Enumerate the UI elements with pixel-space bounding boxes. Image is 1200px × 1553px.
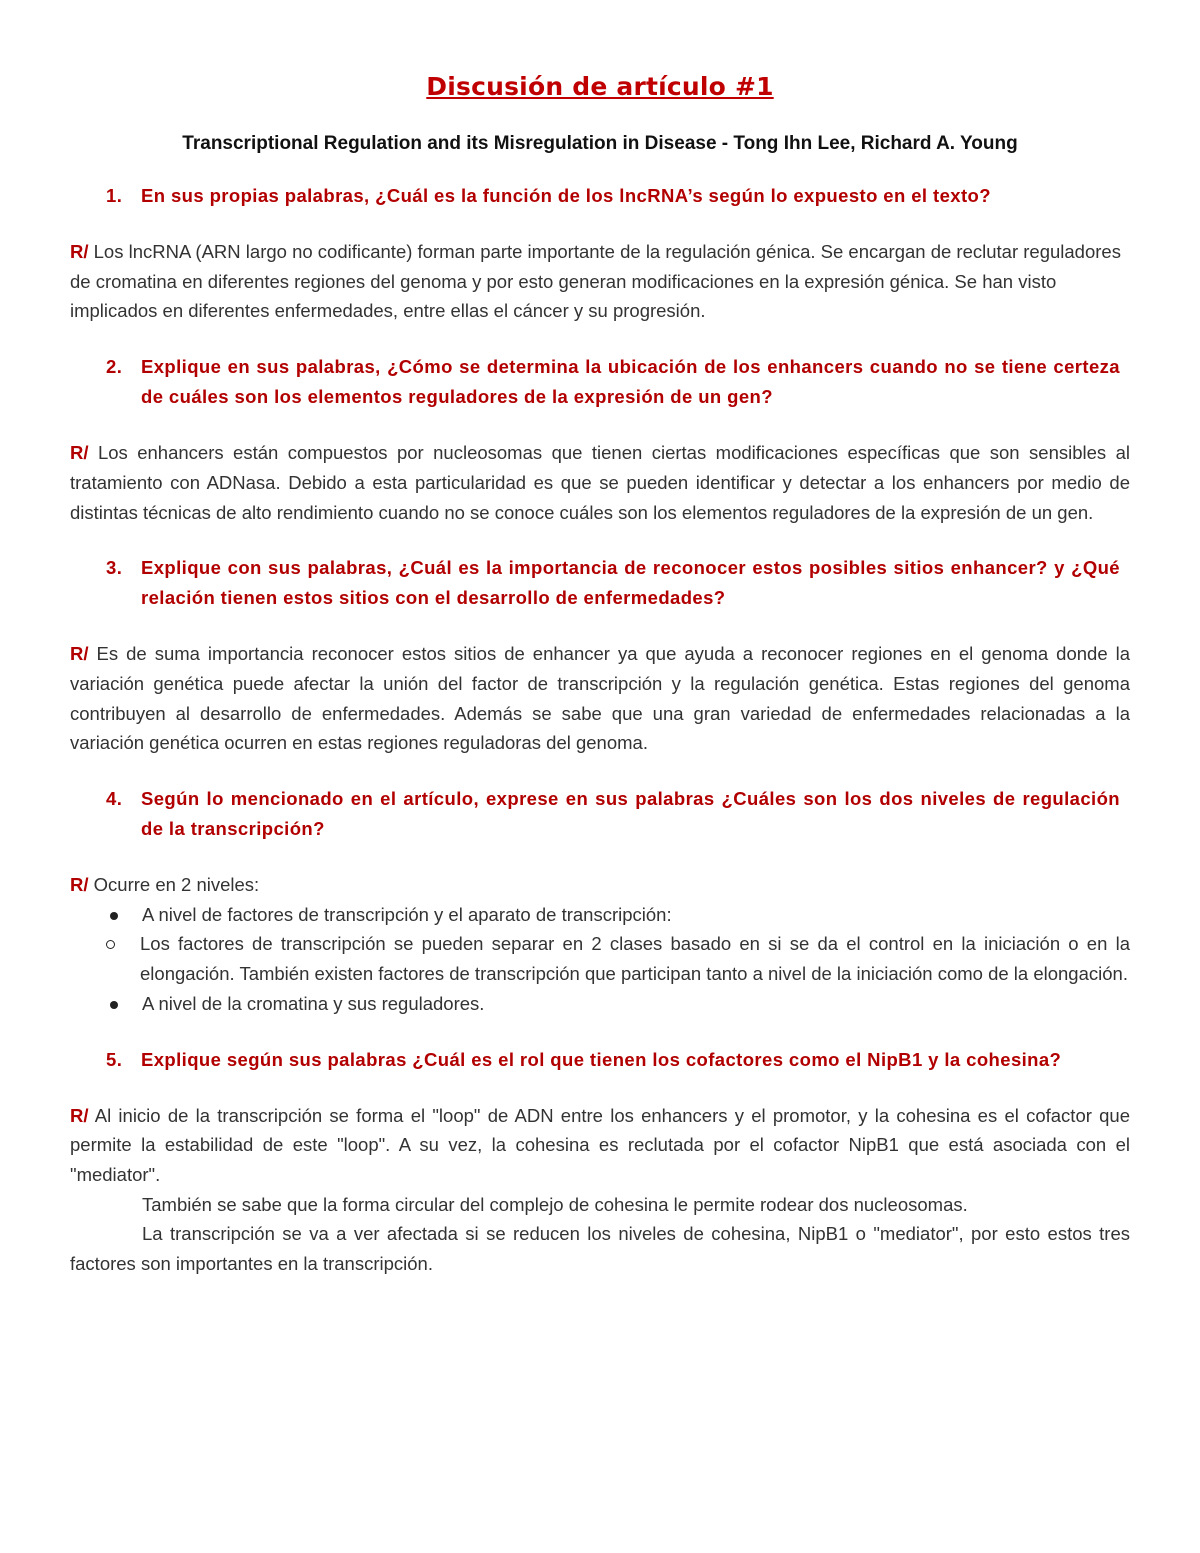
- question-number: 4.: [106, 788, 123, 810]
- answer-5: [70, 1101, 1130, 1279]
- bullet-item: [70, 900, 1130, 930]
- answer-marker: R/: [70, 442, 89, 464]
- question-1: [70, 181, 1130, 211]
- bullet-item: [70, 989, 1130, 1019]
- article-reference: Transcriptional Regulation and its Misregulation in Disease - Tong Ihn Lee, Richard A. Young: [182, 133, 1018, 154]
- bullet-text: A nivel de la cromatina y sus reguladores.: [142, 992, 485, 1014]
- question-text: Según lo mencionado en el artículo, exprese en sus palabras ¿Cuáles son los dos niveles de regulación de la transcripción?: [141, 788, 1120, 840]
- bullet-list: [70, 900, 1130, 1019]
- answer-text: Los enhancers están compuestos por nucleosomas que tienen ciertas modificaciones específicas que son sensibles al tratamiento con ADNasa. Debido a esta particularidad es que se pueden identificar y detectar a los enhancers por medio de distintas técnicas de alto rendimiento cuando no se conoce cuáles son los elementos reguladores de la expresión de un gen.: [70, 442, 1131, 523]
- answer-2: [70, 438, 1130, 527]
- sub-bullet-list: [70, 929, 1130, 988]
- answer-marker: R/: [70, 874, 89, 896]
- question-text: Explique en sus palabras, ¿Cómo se determina la ubicación de los enhancers cuando no se tiene certeza de cuáles son los elementos reguladores de la expresión de un gen?: [141, 356, 1120, 408]
- question-number: 5.: [106, 1048, 123, 1070]
- answer-marker: R/: [70, 241, 89, 262]
- answer-marker: R/: [70, 1104, 89, 1126]
- answer-marker: R/: [70, 643, 89, 665]
- answer-paragraph: [70, 1101, 1130, 1190]
- answer-3: [70, 639, 1130, 758]
- answer-paragraph: La transcripción se va a ver afectada si se reducen los niveles de cohesina, NipB1 o "mediator", por esto estos tres factores son importantes en la transcripción.: [70, 1223, 1130, 1275]
- answer-4: [70, 870, 1130, 1019]
- document-page: [70, 72, 1130, 1305]
- answer-text: Al inicio de la transcripción se forma el "loop" de ADN entre los enhancers y el promotor, y la cohesina es el cofactor que permite la estabilidad de este "loop". A su vez, la cohesina es reclutada por el cofactor NipB1 que está asociada con el "mediator".: [70, 1104, 1131, 1185]
- answer-text: Es de suma importancia reconocer estos sitios de enhancer ya que ayuda a reconocer regiones en el genoma donde la variación genética puede afectar la unión del factor de transcripción y la regulación genética. Estas regiones del genoma contribuyen al desarrollo de enfermedades. Además se sabe que una gran variedad de enfermedades relacionadas a la variación genética ocurren en estas regiones reguladoras del genoma.: [70, 643, 1131, 754]
- document-title: Discusión de artículo #1: [426, 72, 774, 101]
- question-text: En sus propias palabras, ¿Cuál es la función de los lncRNA’s según lo expuesto en el texto?: [141, 185, 991, 206]
- answer-paragraph: También se sabe que la forma circular del complejo de cohesina le permite rodear dos nucleosomas.: [142, 1193, 968, 1215]
- question-text: Explique según sus palabras ¿Cuál es el rol que tienen los cofactores como el NipB1 y la cohesina?: [141, 1048, 1062, 1070]
- answer-1: [70, 237, 1130, 326]
- question-number: 3.: [106, 557, 123, 579]
- answer-text: Los lncRNA (ARN largo no codificante) forman parte importante de la regulación génica. Se encargan de reclutar reguladores de cromatina en diferentes regiones del genoma y por esto generan modificaciones en la expresión génica. Se han visto implicados en diferentes enfermedades, entre ellas el cáncer y su progresión.: [70, 241, 1121, 322]
- sub-bullet-text: Los factores de transcripción se pueden separar en 2 clases basado en si se da el control en la iniciación o en la elongación. También existen factores de transcripción que participan tanto a nivel de la iniciación como de la elongación.: [140, 933, 1130, 985]
- question-5: [70, 1045, 1130, 1075]
- question-number: 2.: [106, 356, 123, 378]
- question-2: [70, 352, 1130, 412]
- bullet-text: A nivel de factores de transcripción y el aparato de transcripción:: [142, 903, 672, 925]
- question-4: [70, 784, 1130, 844]
- sub-list-wrapper: [70, 929, 1130, 988]
- sub-bullet-item: [70, 929, 1130, 988]
- answer-intro: Ocurre en 2 niveles:: [93, 874, 260, 896]
- question-number: 1.: [106, 185, 123, 206]
- question-text: Explique con sus palabras, ¿Cuál es la importancia de reconocer estos posibles sitios enhancer? y ¿Qué relación tienen estos sitios con el desarrollo de enfermedades?: [141, 557, 1120, 609]
- question-3: [70, 553, 1130, 613]
- answer-intro-line: [70, 870, 1130, 900]
